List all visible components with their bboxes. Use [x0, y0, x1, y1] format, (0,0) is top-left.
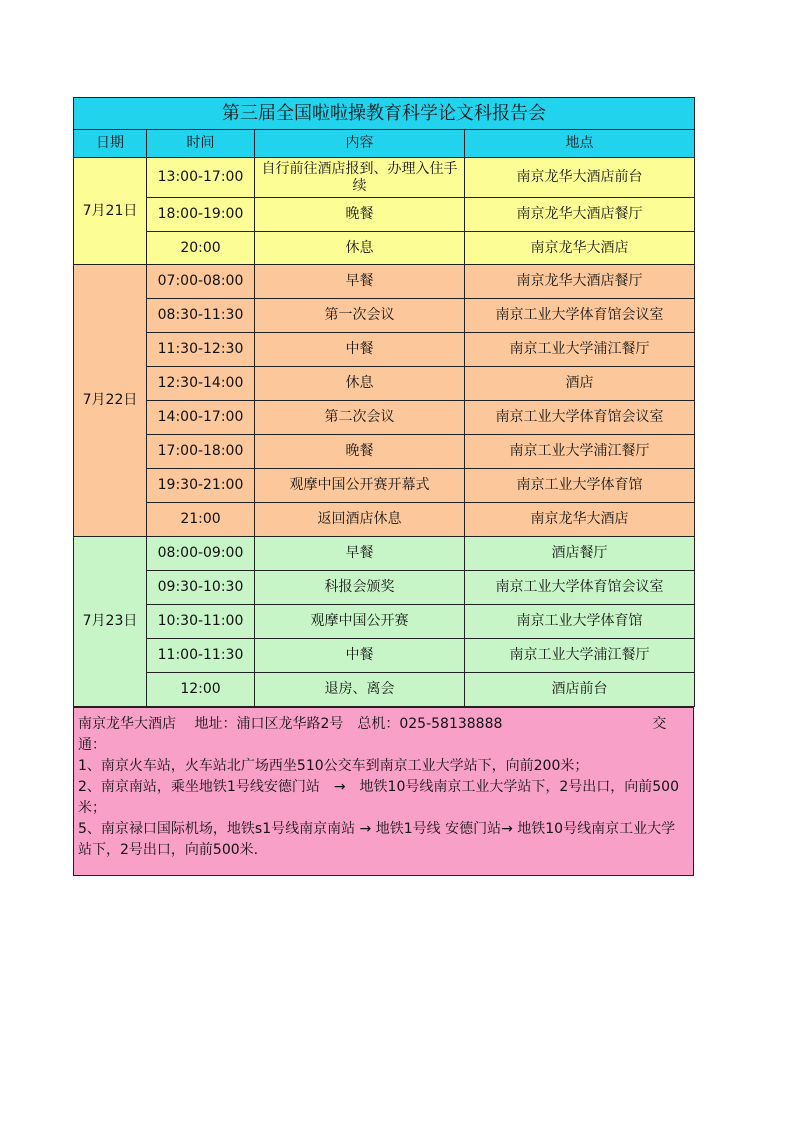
place-cell: 南京龙华大酒店 — [465, 232, 695, 265]
place-cell: 南京工业大学体育馆会议室 — [465, 401, 695, 435]
time-cell: 20:00 — [147, 232, 255, 265]
column-header-date: 日期 — [74, 130, 147, 158]
place-cell: 南京工业大学体育馆会议室 — [465, 571, 695, 605]
content-cell: 观摩中国公开赛开幕式 — [255, 469, 465, 503]
place-cell: 南京工业大学浦江餐厅 — [465, 333, 695, 367]
schedule-row — [74, 639, 695, 673]
place-cell: 南京工业大学体育馆会议室 — [465, 299, 695, 333]
place-cell: 酒店 — [465, 367, 695, 401]
schedule-row — [74, 367, 695, 401]
place-cell: 南京工业大学体育馆 — [465, 605, 695, 639]
content-cell: 晚餐 — [255, 435, 465, 469]
date-cell: 7月23日 — [74, 537, 147, 707]
schedule-row — [74, 469, 695, 503]
time-cell: 11:30-12:30 — [147, 333, 255, 367]
time-cell: 13:00-17:00 — [147, 158, 255, 198]
schedule-row — [74, 232, 695, 265]
content-cell: 休息 — [255, 367, 465, 401]
content-cell: 退房、离会 — [255, 673, 465, 707]
schedule-row — [74, 158, 695, 198]
content-cell: 返回酒店休息 — [255, 503, 465, 537]
time-cell: 18:00-19:00 — [147, 198, 255, 232]
schedule-row — [74, 265, 695, 299]
place-cell: 酒店前台 — [465, 673, 695, 707]
place-cell: 南京龙华大酒店餐厅 — [465, 198, 695, 232]
header-row — [74, 130, 695, 158]
schedule-row — [74, 537, 695, 571]
time-cell: 21:00 — [147, 503, 255, 537]
column-header-place: 地点 — [465, 130, 695, 158]
content-cell: 早餐 — [255, 537, 465, 571]
date-cell: 7月22日 — [74, 265, 147, 537]
route-train-station: 1、南京火车站，火车站北广场西坐510公交车到南京工业大学站下，向前200米； — [78, 758, 589, 774]
notes-row — [74, 708, 694, 876]
time-cell: 10:30-11:00 — [147, 605, 255, 639]
schedule-row — [74, 605, 695, 639]
schedule-row — [74, 333, 695, 367]
place-cell: 南京龙华大酒店 — [465, 503, 695, 537]
schedule-row — [74, 198, 695, 232]
place-cell: 酒店餐厅 — [465, 537, 695, 571]
time-cell: 12:30-14:00 — [147, 367, 255, 401]
time-cell: 08:30-11:30 — [147, 299, 255, 333]
content-cell: 科报会颁奖 — [255, 571, 465, 605]
content-cell: 中餐 — [255, 333, 465, 367]
title-row — [74, 98, 695, 130]
schedule-table — [73, 97, 695, 707]
time-cell: 11:00-11:30 — [147, 639, 255, 673]
place-cell: 南京龙华大酒店餐厅 — [465, 265, 695, 299]
route-south-station: 2、南京南站，乘坐地铁1号线安德门站 → 地铁10号线南京工业大学站下，2号出口，向前500米； — [78, 779, 679, 816]
content-cell: 早餐 — [255, 265, 465, 299]
time-cell: 07:00-08:00 — [147, 265, 255, 299]
schedule-row — [74, 435, 695, 469]
time-cell: 17:00-18:00 — [147, 435, 255, 469]
content-cell: 自行前往酒店报到、办理入住手续 — [255, 158, 465, 198]
place-cell: 南京工业大学体育馆 — [465, 469, 695, 503]
schedule-row — [74, 673, 695, 707]
place-cell: 南京工业大学浦江餐厅 — [465, 639, 695, 673]
transport-label: 交通： — [78, 716, 667, 753]
time-cell: 08:00-09:00 — [147, 537, 255, 571]
column-header-time: 时间 — [147, 130, 255, 158]
time-cell: 19:30-21:00 — [147, 469, 255, 503]
schedule-row — [74, 401, 695, 435]
hotel-address: 南京龙华大酒店 地址：浦口区龙华路2号 总机：025-58138888 — [78, 716, 503, 732]
route-airport: 5、南京禄口国际机场，地铁s1号线南京南站 → 地铁1号线 安德门站→ 地铁10号线南京工业大学站下，2号出口，向前500米. — [78, 821, 676, 858]
transport-notes — [74, 708, 694, 876]
notes-table — [73, 707, 694, 876]
time-cell: 14:00-17:00 — [147, 401, 255, 435]
place-cell: 南京工业大学浦江餐厅 — [465, 435, 695, 469]
content-cell: 中餐 — [255, 639, 465, 673]
date-cell: 7月21日 — [74, 158, 147, 265]
schedule-row — [74, 503, 695, 537]
content-cell: 晚餐 — [255, 198, 465, 232]
time-cell: 12:00 — [147, 673, 255, 707]
schedule-row — [74, 299, 695, 333]
schedule-sheet — [73, 97, 694, 876]
content-cell: 休息 — [255, 232, 465, 265]
column-header-content: 内容 — [255, 130, 465, 158]
content-cell: 第一次会议 — [255, 299, 465, 333]
content-cell: 第二次会议 — [255, 401, 465, 435]
schedule-row — [74, 571, 695, 605]
page-title: 第三届全国啦啦操教育科学论文科报告会 — [74, 98, 695, 130]
content-cell: 观摩中国公开赛 — [255, 605, 465, 639]
place-cell: 南京龙华大酒店前台 — [465, 158, 695, 198]
time-cell: 09:30-10:30 — [147, 571, 255, 605]
